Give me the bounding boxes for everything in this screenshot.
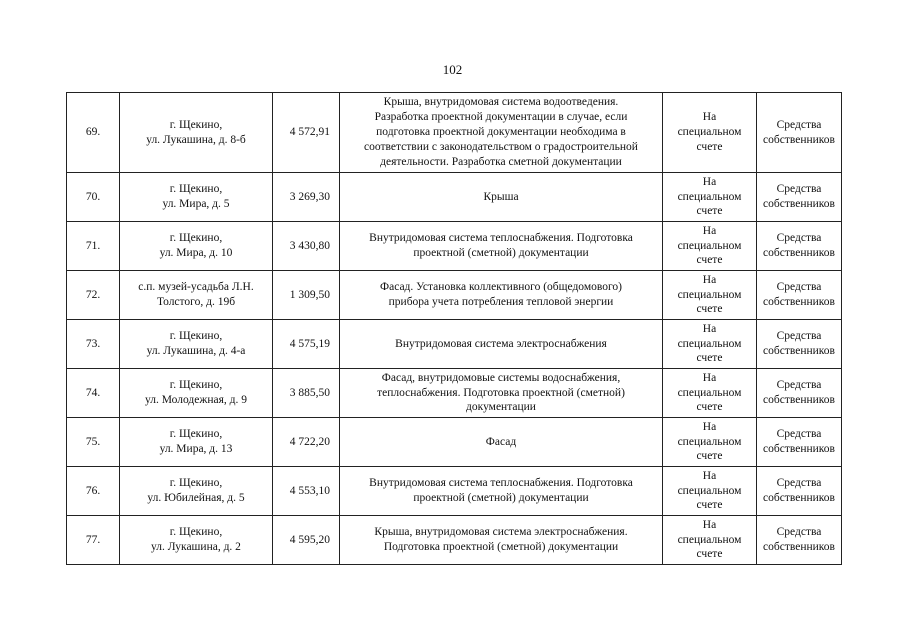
area-cell: 3 430,80 [273, 222, 340, 271]
table-row [67, 271, 842, 320]
address-cell: г. Щекино, ул. Молодежная, д. 9 [120, 369, 273, 418]
table-row [67, 93, 842, 173]
table-row [67, 369, 842, 418]
funding-source-cell: Средства собственников [757, 369, 842, 418]
area-cell: 4 575,19 [273, 320, 340, 369]
address-cell: с.п. музей-усадьба Л.Н. Толстого, д. 19б [120, 271, 273, 320]
area-cell: 3 885,50 [273, 369, 340, 418]
works-cell: Фасад [340, 418, 663, 467]
address-cell: г. Щекино, ул. Мира, д. 10 [120, 222, 273, 271]
area-cell: 4 722,20 [273, 418, 340, 467]
funding-source-cell: Средства собственников [757, 467, 842, 516]
funding-source-cell: Средства собственников [757, 418, 842, 467]
works-cell: Крыша [340, 173, 663, 222]
account-cell: На специальном счете [663, 418, 757, 467]
repair-plan-table [66, 92, 842, 565]
funding-source-cell: Средства собственников [757, 173, 842, 222]
row-number: 77. [67, 516, 120, 565]
account-cell: На специальном счете [663, 93, 757, 173]
area-cell: 3 269,30 [273, 173, 340, 222]
table-row [67, 173, 842, 222]
row-number: 76. [67, 467, 120, 516]
address-cell: г. Щекино, ул. Лукашина, д. 2 [120, 516, 273, 565]
table-row [67, 516, 842, 565]
address-cell: г. Щекино, ул. Лукашина, д. 8-б [120, 93, 273, 173]
table-row [67, 222, 842, 271]
works-cell: Внутридомовая система теплоснабжения. Подготовка проектной (сметной) документации [340, 467, 663, 516]
address-cell: г. Щекино, ул. Юбилейная, д. 5 [120, 467, 273, 516]
works-cell: Фасад. Установка коллективного (общедомового) прибора учета потребления тепловой энергии [340, 271, 663, 320]
area-cell: 4 595,20 [273, 516, 340, 565]
account-cell: На специальном счете [663, 516, 757, 565]
address-cell: г. Щекино, ул. Мира, д. 13 [120, 418, 273, 467]
table-row [67, 418, 842, 467]
row-number: 73. [67, 320, 120, 369]
funding-source-cell: Средства собственников [757, 320, 842, 369]
row-number: 69. [67, 93, 120, 173]
funding-source-cell: Средства собственников [757, 271, 842, 320]
row-number: 75. [67, 418, 120, 467]
area-cell: 4 553,10 [273, 467, 340, 516]
address-cell: г. Щекино, ул. Мира, д. 5 [120, 173, 273, 222]
row-number: 74. [67, 369, 120, 418]
account-cell: На специальном счете [663, 173, 757, 222]
page-number: 102 [442, 62, 463, 77]
account-cell: На специальном счете [663, 320, 757, 369]
funding-source-cell: Средства собственников [757, 93, 842, 173]
account-cell: На специальном счете [663, 369, 757, 418]
works-cell: Внутридомовая система электроснабжения [340, 320, 663, 369]
row-number: 71. [67, 222, 120, 271]
works-cell: Внутридомовая система теплоснабжения. Подготовка проектной (сметной) документации [340, 222, 663, 271]
works-cell: Крыша, внутридомовая система водоотведения. Разработка проектной документации в случае, если подготовка проектной документации необходима в соответствии с законодательством о градостроительной деятельности. Разработка сметной документации [340, 93, 663, 173]
row-number: 72. [67, 271, 120, 320]
row-number: 70. [67, 173, 120, 222]
table-row [67, 467, 842, 516]
funding-source-cell: Средства собственников [757, 516, 842, 565]
works-cell: Крыша, внутридомовая система электроснабжения. Подготовка проектной (сметной) документации [340, 516, 663, 565]
area-cell: 4 572,91 [273, 93, 340, 173]
account-cell: На специальном счете [663, 467, 757, 516]
account-cell: На специальном счете [663, 222, 757, 271]
table-body [67, 93, 842, 565]
funding-source-cell: Средства собственников [757, 222, 842, 271]
works-cell: Фасад, внутридомовые системы водоснабжения, теплоснабжения. Подготовка проектной (сметной) документации [340, 369, 663, 418]
address-cell: г. Щекино, ул. Лукашина, д. 4-а [120, 320, 273, 369]
account-cell: На специальном счете [663, 271, 757, 320]
area-cell: 1 309,50 [273, 271, 340, 320]
table-row [67, 320, 842, 369]
